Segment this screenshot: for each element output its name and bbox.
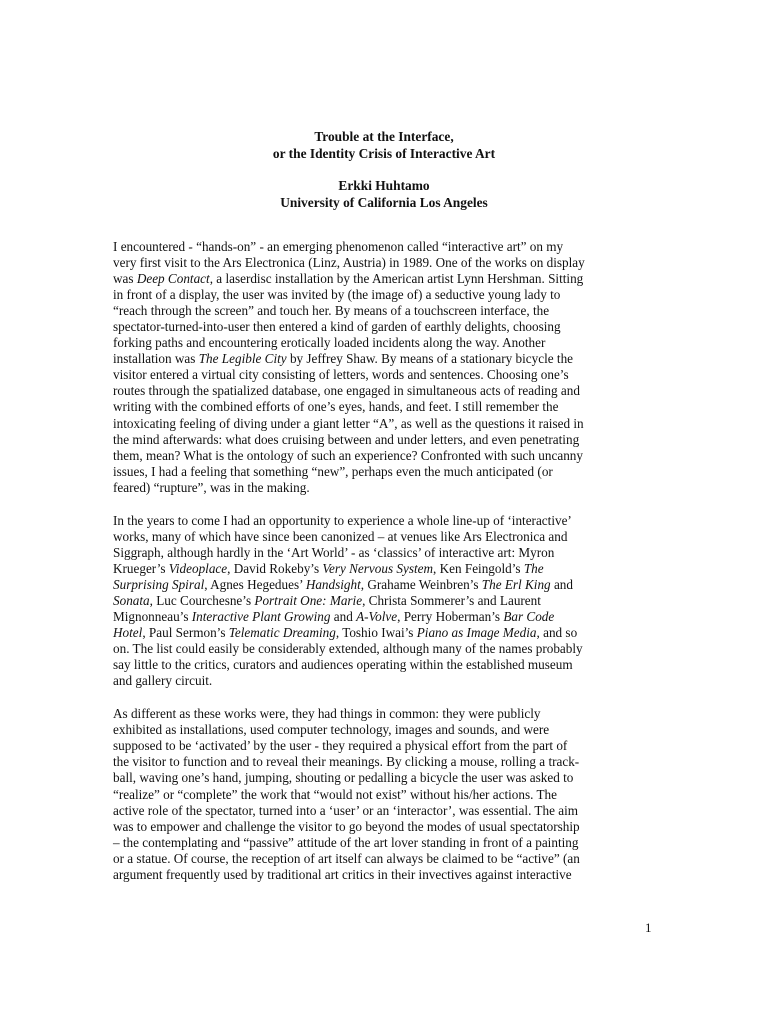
text-run: supposed to be ‘activated’ by the user - they required a physical effort from the part of — [113, 738, 568, 754]
text-run: and gallery circuit. — [113, 673, 213, 689]
text-run: , Agnes Hegedues’ — [204, 576, 306, 592]
text-run: and — [550, 576, 573, 592]
text-run: or a statue. Of course, the reception of art itself can always be claimed to be “active” (an — [113, 850, 580, 866]
text-run: Mignonneau’s — [113, 609, 192, 625]
text-line — [113, 819, 661, 835]
text-line — [113, 577, 661, 593]
text-run: works, many of which have since been canonized – at venues like Ars Electronica and — [113, 528, 568, 544]
italic-title: Deep Contact — [136, 271, 210, 287]
text-line — [113, 303, 661, 319]
page-number: 1 — [645, 920, 652, 935]
text-run: by Jeffrey Shaw. By means of a stationary bicycle the — [286, 351, 574, 367]
text-run: writing with the combined efforts of one’s eyes, hands, and feet. I still remember the — [113, 399, 559, 415]
text-run: was to empower and challenge the visitor to go beyond the modes of usual spectatorship — [113, 818, 580, 834]
italic-title: The — [523, 560, 544, 576]
author-affiliation: University of California Los Angeles — [280, 195, 488, 210]
text-line — [113, 657, 661, 673]
text-line — [113, 561, 661, 577]
text-run: , Paul Sermon’s — [142, 625, 229, 641]
italic-title: Hotel — [113, 625, 143, 641]
text-line — [113, 432, 661, 448]
italic-title: Interactive Plant Growing — [191, 609, 331, 625]
author-block — [0, 177, 768, 211]
text-run: , David Rokeby’s — [227, 560, 323, 576]
text-run: and — [330, 609, 357, 625]
text-run: “reach through the screen” and touch her. By means of a touchscreen interface, the — [113, 303, 550, 319]
italic-title: Very Nervous System — [322, 560, 433, 576]
text-line — [113, 513, 661, 529]
text-run: As different as these works were, they had things in common: they were publicly — [113, 706, 541, 722]
italic-title: Telematic Dreaming — [228, 625, 336, 641]
text-line — [113, 399, 661, 415]
text-run: say little to the critics, curators and audiences operating within the established museum — [113, 657, 573, 673]
text-run: visitor entered a virtual city consisting of letters, words and sentences. Choosing one’s — [113, 367, 569, 383]
text-run: , Ken Feingold’s — [433, 560, 524, 576]
body-text — [113, 239, 661, 900]
text-line — [113, 770, 661, 786]
text-run: I encountered - “hands-on” - an emerging phenomenon called “interactive art” on my — [113, 239, 564, 254]
italic-title: Videoplace — [168, 560, 228, 576]
text-run: forking paths and encountering erotically loaded incidents along the way. Another — [113, 335, 546, 351]
text-run: the visitor to function and to reveal their meanings. By clicking a mouse, rolling a track- — [113, 754, 580, 770]
italic-title: Surprising Spiral — [113, 576, 205, 592]
text-line — [113, 255, 661, 271]
title-block — [0, 128, 768, 162]
text-line — [113, 464, 661, 480]
text-run: feared) “rupture”, was in the making. — [113, 479, 310, 495]
text-line — [113, 351, 661, 367]
text-line — [113, 529, 661, 545]
text-run: spectator-turned-into-user then entered a kind of garden of earthly delights, choosing — [113, 319, 561, 335]
text-run: – the contemplating and “passive” attitude of the art lover standing in front of a painting — [113, 834, 579, 850]
text-line — [113, 271, 661, 287]
text-run: , Luc Courchesne’s — [149, 592, 255, 608]
text-run: intoxicating feeling of diving under a giant letter “A”, as well as the questions it raised in — [113, 415, 584, 431]
text-line — [113, 625, 661, 641]
text-line — [113, 754, 661, 770]
text-line — [113, 448, 661, 464]
text-run: , Grahame Weinbren’s — [360, 576, 482, 592]
author-name: Erkki Huhtamo — [338, 178, 430, 193]
text-line — [113, 851, 661, 867]
text-line — [113, 319, 661, 335]
text-run: routes through the spatialized database, one engaged in simultaneous acts of reading and — [113, 383, 580, 399]
text-run: , a laserdisc installation by the American artist Lynn Hershman. Sitting — [209, 271, 584, 287]
text-line — [113, 287, 661, 303]
text-run: them, mean? What is the ontology of such an experience? Confronted with such uncanny — [113, 447, 583, 463]
text-run: , Christa Sommerer’s and Laurent — [362, 592, 541, 608]
italic-title: Portrait One: Marie — [254, 592, 363, 608]
text-line — [113, 673, 661, 689]
text-line — [113, 706, 661, 722]
text-run: active role of the spectator, turned into a ‘user’ or an ‘interactor’, was essential. The aim — [113, 802, 579, 818]
text-line — [113, 335, 661, 351]
text-run: was — [113, 271, 137, 287]
text-line — [113, 722, 661, 738]
text-run: in front of a display, the user was invited by (the image of) a seductive young lady to — [113, 287, 561, 303]
text-line — [113, 641, 661, 657]
text-run: “realize” or “complete” the work that “would not exist” without his/her actions. The — [113, 786, 557, 802]
text-line — [113, 593, 661, 609]
text-run: installation was — [113, 351, 199, 367]
text-run: In the years to come I had an opportunity to experience a whole line-up of ‘interactive’ — [113, 512, 572, 528]
text-run: exhibited as installations, used computer technology, images and sounds, and were — [113, 722, 550, 738]
italic-title: Handsight — [305, 576, 361, 592]
title-line-1: Trouble at the Interface, — [314, 129, 454, 144]
text-line — [113, 239, 661, 255]
text-run: argument frequently used by traditional art critics in their invectives against interactive — [113, 866, 572, 882]
italic-title: A-Volve — [356, 609, 398, 625]
text-run: issues, I had a feeling that something “new”, perhaps even the much anticipated (or — [113, 463, 553, 479]
text-line — [113, 480, 661, 496]
text-line — [113, 609, 661, 625]
italic-title: Sonata — [113, 592, 150, 608]
title-line-2: or the Identity Crisis of Interactive Art — [272, 146, 496, 161]
text-run: ball, waving one’s hand, jumping, shouting or pedalling a bicycle the user was asked to — [113, 770, 574, 786]
text-line — [113, 787, 661, 803]
italic-title: The Legible City — [198, 351, 287, 367]
text-line — [113, 416, 661, 432]
text-run: , Toshio Iwai’s — [335, 625, 417, 641]
text-line — [113, 367, 661, 383]
paragraph-1 — [113, 239, 661, 496]
text-line — [113, 738, 661, 754]
text-run: the mind afterwards: what does cruising between and under letters, and even penetrating — [113, 431, 580, 447]
paragraph-2 — [113, 513, 661, 690]
paragraph-3 — [113, 706, 661, 883]
text-line — [113, 867, 661, 883]
text-run: on. The list could easily be considerably extended, although many of the names probably — [113, 641, 583, 657]
text-run: very first visit to the Ars Electronica (Linz, Austria) in 1989. One of the works on display — [113, 255, 585, 271]
text-line — [113, 835, 661, 851]
italic-title: Piano as Image Media — [416, 625, 537, 641]
text-line — [113, 383, 661, 399]
text-run: Krueger’s — [113, 560, 169, 576]
text-line — [113, 545, 661, 561]
text-line — [113, 803, 661, 819]
text-run: , and so — [536, 625, 578, 641]
italic-title: Bar Code — [503, 609, 555, 625]
text-run: , Perry Hoberman’s — [397, 609, 504, 625]
italic-title: The Erl King — [481, 576, 551, 592]
text-run: Siggraph, although hardly in the ‘Art World’ - as ‘classics’ of interactive art: Myron — [113, 544, 555, 560]
